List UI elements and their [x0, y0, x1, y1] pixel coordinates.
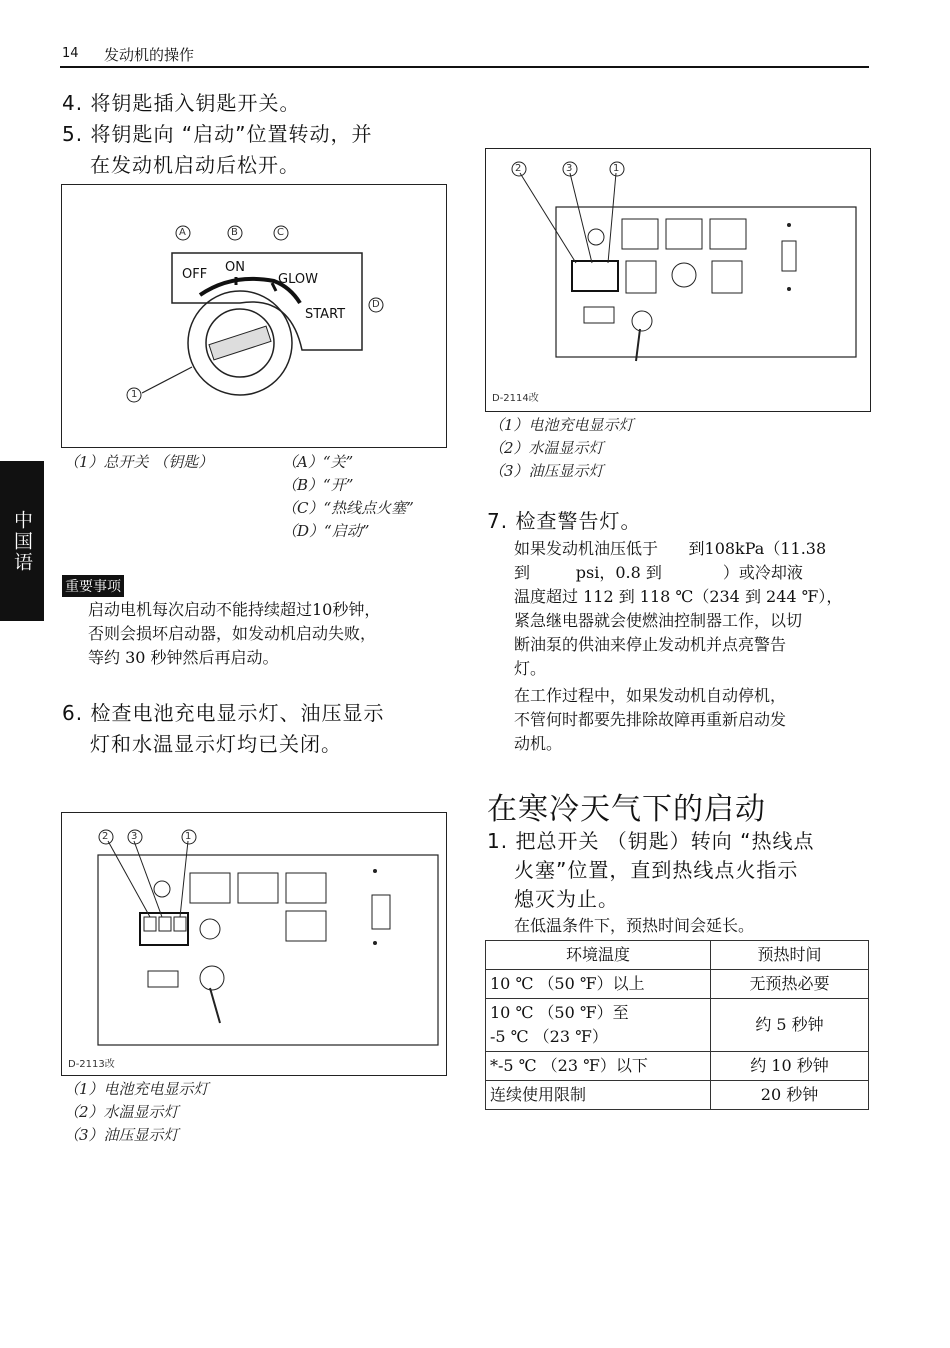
- table-row: [486, 970, 869, 999]
- fig2-code: D-2113改: [68, 1059, 115, 1070]
- cold-step-1-line3: 熄灭为止。: [514, 887, 619, 911]
- step-5-line1: 5. 将钥匙向 “启动”位置转动，并: [62, 122, 373, 146]
- page-header-title: 发动机的操作: [104, 46, 195, 64]
- fig1-glow-label: GLOW: [278, 272, 318, 287]
- step-6-line1: 6. 检查电池充电显示灯、油压显示: [62, 701, 385, 725]
- fig3-label-2: 2: [515, 163, 522, 174]
- fig1-caption-b: （B）“开”: [282, 476, 354, 494]
- step-4: 4. 将钥匙插入钥匙开关。: [62, 91, 301, 115]
- important-notice-badge: 重要事项: [62, 575, 124, 597]
- fig2-label-1: 1: [185, 831, 192, 842]
- cold-step-1-note: 在低温条件下，预热时间会延长。: [514, 916, 755, 935]
- fig2-caption-2: （2）水温显示灯: [64, 1103, 179, 1121]
- table-cell: 连续使用限制: [486, 1081, 711, 1110]
- fig2-caption-3: （3）油压显示灯: [64, 1126, 179, 1144]
- fig3-caption-2: （2）水温显示灯: [489, 439, 604, 457]
- fig1-off-label: OFF: [182, 267, 208, 282]
- cold-step-1-line2: 火塞”位置，直到热线点火指示: [514, 858, 799, 882]
- step-7: 7. 检查警告灯。: [487, 509, 642, 533]
- table-cell: 无预热必要: [711, 970, 869, 999]
- table-cell: *-5 ℃ （23 ℉）以下: [486, 1052, 711, 1081]
- step7-line-3: 温度超过 112 到 118 ℃（234 到 244 ℉），: [514, 587, 843, 606]
- table-row: [486, 1081, 869, 1110]
- notice-line-2: 否则会损坏启动器，如发动机启动失败，: [88, 624, 377, 643]
- fig3-code: D-2114改: [492, 393, 539, 404]
- language-side-tab: 中国语: [0, 461, 44, 621]
- fig2-label-2: 2: [102, 831, 109, 842]
- table-row: [486, 999, 869, 1052]
- table-cell: 10 ℃ （50 ℉）至 -5 ℃ （23 ℉）: [486, 999, 711, 1052]
- step7-line-1: 如果发动机油压低于 到108kPa（11.38: [514, 539, 827, 558]
- fig3-caption-3: （3）油压显示灯: [489, 462, 604, 480]
- fig1-label-a: A: [179, 227, 186, 238]
- table-header-cell: 预热时间: [711, 941, 869, 970]
- fig1-caption-c: （C）“热线点火塞”: [282, 499, 414, 517]
- section-heading-cold-start: 在寒冷天气下的启动: [487, 792, 766, 827]
- table-cell: 20 秒钟: [711, 1081, 869, 1110]
- fig1-start-label: START: [305, 307, 346, 322]
- key-switch-figure: [61, 184, 447, 448]
- table-row: [486, 1052, 869, 1081]
- fig1-label-c: C: [277, 227, 284, 238]
- fig2-label-3: 3: [131, 831, 138, 842]
- panel-figure-d2113: [61, 812, 447, 1076]
- panel-figure-d2114: [485, 148, 871, 412]
- fig1-caption-d: （D）“启动”: [282, 522, 370, 540]
- step7-line-8: 不管何时都要先排除故障再重新启动发: [514, 710, 787, 729]
- notice-line-1: 启动电机每次启动不能持续超过10秒钟，: [88, 600, 381, 619]
- step7-line-6: 灯。: [514, 659, 547, 678]
- fig1-label-d: D: [372, 299, 380, 310]
- fig1-caption-1: （1）总开关 （钥匙）: [64, 453, 214, 471]
- fig1-label-b: B: [231, 227, 238, 238]
- fig3-caption-1: （1）电池充电显示灯: [489, 416, 634, 434]
- fig2-caption-1: （1）电池充电显示灯: [64, 1080, 209, 1098]
- table-cell: 约 5 秒钟: [711, 999, 869, 1052]
- step7-line-7: 在工作过程中，如果发动机自动停机，: [514, 686, 787, 705]
- fig3-label-3: 3: [566, 163, 573, 174]
- step7-line-2: 到 psi，0.8 到 ）或冷却液: [514, 563, 803, 582]
- fig1-on-label: ON: [225, 260, 245, 275]
- fig1-label-1: 1: [131, 389, 138, 400]
- panel-drawing-d2113: [62, 813, 446, 1075]
- notice-line-3: 等约 30 秒钟然后再启动。: [88, 648, 279, 667]
- fig3-label-1: 1: [613, 163, 620, 174]
- cold-step-1-line1: 1. 把总开关 （钥匙）转向 “热线点: [487, 829, 815, 853]
- step7-line-4: 紧急继电器就会使燃油控制器工作，以切: [514, 611, 803, 630]
- table-cell: 10 ℃ （50 ℉）以上: [486, 970, 711, 999]
- table-cell: 约 10 秒钟: [711, 1052, 869, 1081]
- page-number: 14: [62, 46, 79, 61]
- panel-drawing-d2114: [486, 149, 870, 411]
- header-rule: [60, 66, 869, 68]
- table-header-row: [486, 941, 869, 970]
- key-switch-drawing: [62, 185, 446, 447]
- table-header-cell: 环境温度: [486, 941, 711, 970]
- step7-line-5: 断油泵的供油来停止发动机并点亮警告: [514, 635, 787, 654]
- step-6-line2: 灯和水温显示灯均已关闭。: [90, 732, 342, 756]
- step-5-line2: 在发动机启动后松开。: [90, 153, 300, 177]
- step7-line-9: 动机。: [514, 734, 563, 753]
- fig1-caption-a: （A）“关”: [282, 453, 354, 471]
- preheat-time-table: [485, 940, 869, 1110]
